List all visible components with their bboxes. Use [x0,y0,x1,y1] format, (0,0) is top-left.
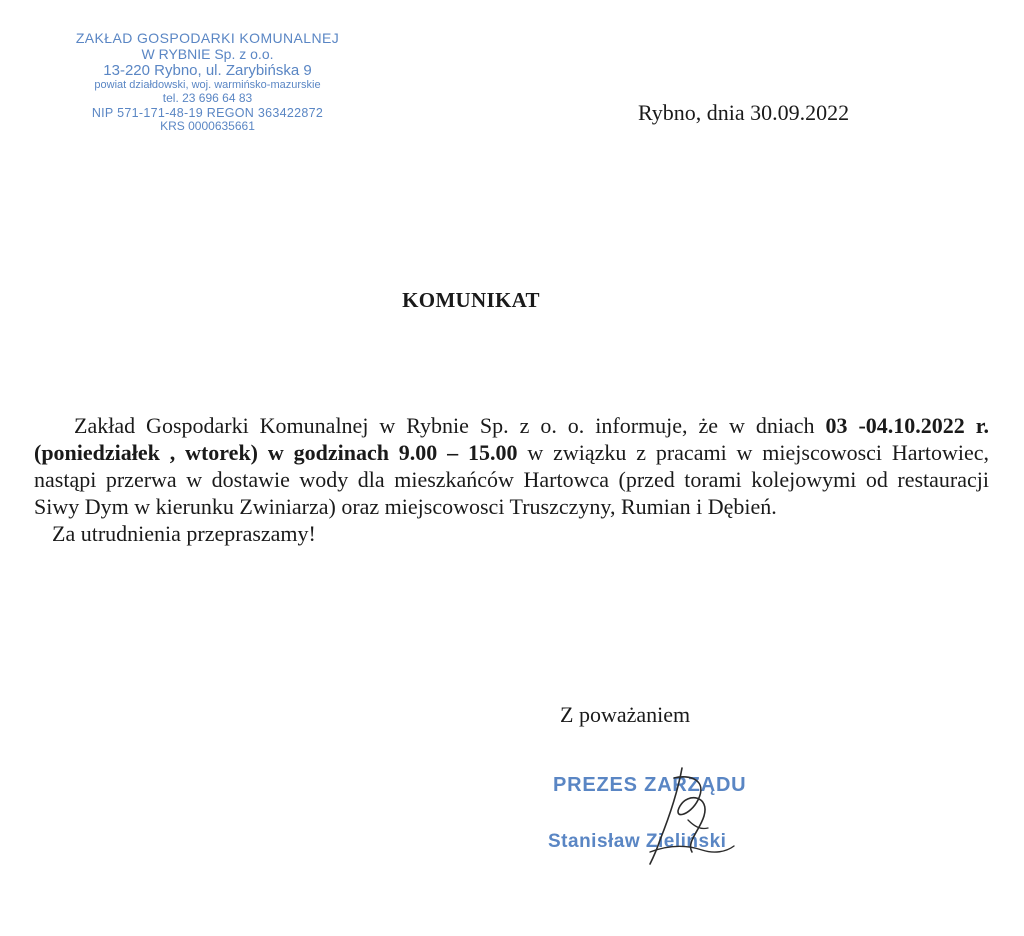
body-text-intro: Zakład Gospodarki Komunalnej w Rybnie Sp. z o. o. informuje, że w dniach [74,413,826,438]
stamp-company-name: ZAKŁAD GOSPODARKI KOMUNALNEJ [75,30,340,46]
stamp-krs: KRS 0000635661 [160,119,255,134]
company-stamp [40,30,375,134]
signatory-title-stamp: PREZES ZARZĄDU [553,774,747,796]
body-text-dates: 03 -04.10.2022 r. (poniedziałek , wtorek) w godzinach 9.00 – 15.00 [34,413,989,465]
stamp-region: powiat działdowski, woj. warmińsko-mazurskie [94,79,321,92]
document-title: KOMUNIKAT [402,288,540,312]
signatory-name-stamp: Stanisław Zieliński [548,831,727,852]
closing-apology: Za utrudnienia przepraszamy! [52,521,316,546]
announcement-body [34,412,989,547]
announcement-paragraph [34,412,989,520]
stamp-address: 13-220 Rybno, ul. Zarybińska 9 [103,62,312,80]
body-text-details: w związku z pracami w miejscowosci Hartowiec, nastąpi przerwa w dostawie wody dla mieszkańców Hartowca (przed torami kolejowymi od restauracji Siwy Dym w kierunku Zwiniarza) oraz miejscowosci Truszczyny, Rumian i Dębień. [34,440,989,519]
document-date: Rybno, dnia 30.09.2022 [638,100,850,125]
regards-text: Z poważaniem [560,702,691,727]
stamp-phone: tel. 23 696 64 83 [162,91,253,106]
stamp-tax-ids: NIP 571-171-48-19 REGON 363422872 [91,105,324,120]
stamp-company-location: W RYBNIE Sp. z o.o. [141,46,274,63]
handwritten-signature-icon [630,760,740,870]
